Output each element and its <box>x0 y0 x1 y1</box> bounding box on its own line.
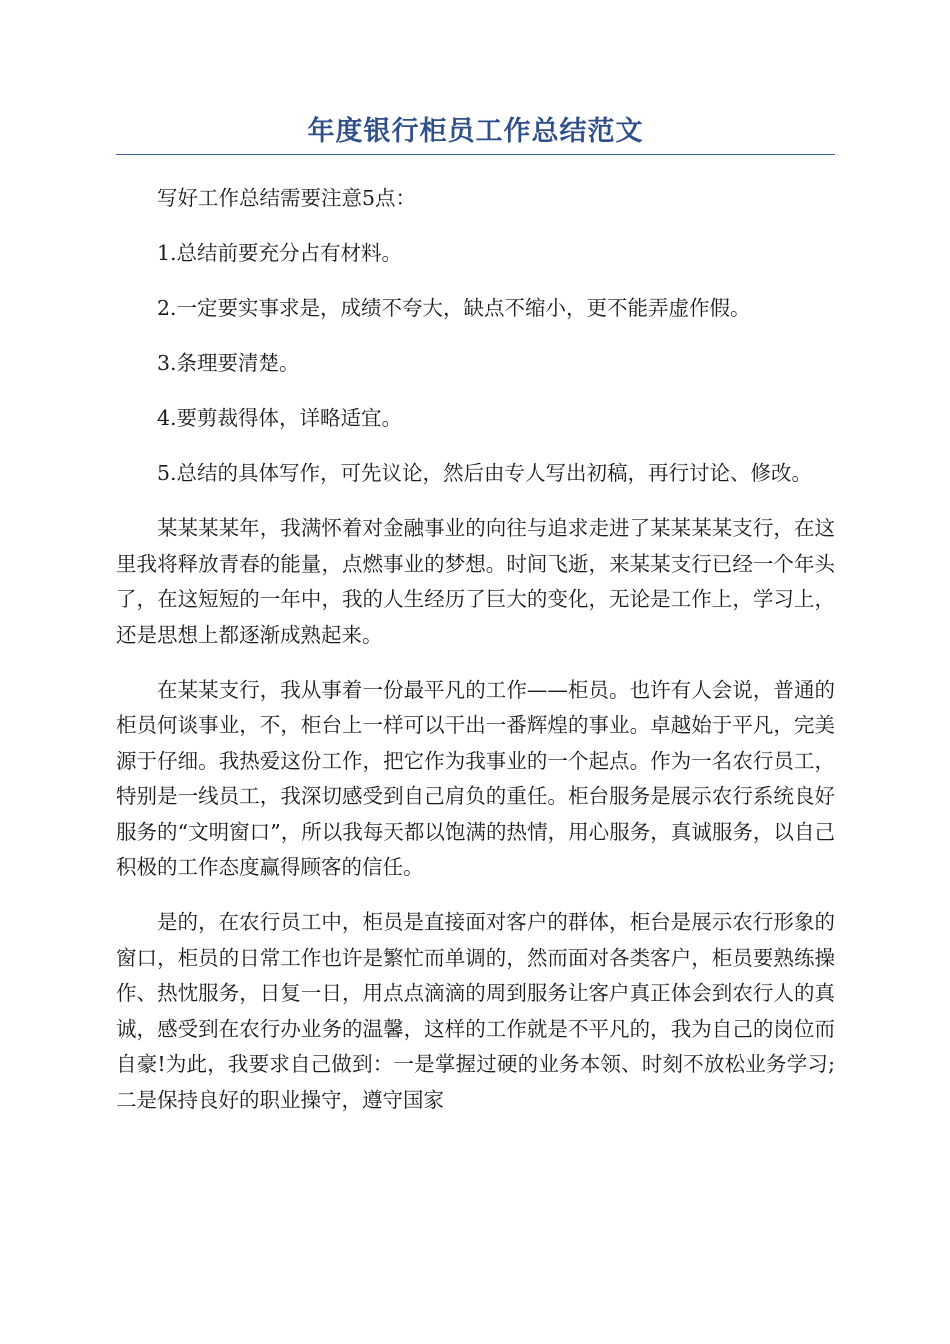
paragraph-body-3: 是的，在农行员工中，柜员是直接面对客户的群体，柜台是展示农行形象的窗口，柜员的日常工作也许是繁忙而单调的，然而面对各类客户，柜员要熟练操作、热忱服务，日复一日，用点点滴滴的周到服务让客户真正体会到农行人的真诚，感受到在农行办业务的温馨，这样的工作就是不平凡的，我为自己的岗位而自豪!为此，我要求自己做到：一是掌握过硬的业务本领、时刻不放松业务学习;二是保持良好的职业操守，遵守国家 <box>116 910 835 1112</box>
document-title: 年度银行柜员工作总结范文 <box>307 116 644 147</box>
paragraph-point-4: 4.要剪裁得体，详略适宜。 <box>157 406 403 430</box>
paragraph-point-3: 3.条理要清楚。 <box>157 351 300 375</box>
paragraph-intro: 写好工作总结需要注意5点： <box>157 186 417 210</box>
paragraph-body-2: 在某某支行，我从事着一份最平凡的工作——柜员。也许有人会说，普通的柜员何谈事业，不，柜台上一样可以干出一番辉煌的事业。卓越始于平凡，完美源于仔细。我热爱这份工作，把它作为我事业的一个起点。作为一名农行员工，特别是一线员工，我深切感受到自己肩负的重任。柜台服务是展示农行系统良好服务的“文明窗口”，所以我每天都以饱满的热情，用心服务，真诚服务，以自己积极的工作态度赢得顾客的信任。 <box>116 677 835 879</box>
paragraph-point-2: 2.一定要实事求是，成绩不夸大，缺点不缩小，更不能弄虚作假。 <box>157 296 751 320</box>
document-page <box>116 112 835 1138</box>
title-underline <box>116 154 835 155</box>
paragraph-point-1: 1.总结前要充分占有材料。 <box>157 241 403 265</box>
paragraph-point-5: 5.总结的具体写作，可先议论，然后由专人写出初稿，再行讨论、修改。 <box>157 461 813 485</box>
paragraph-body-1: 某某某某年，我满怀着对金融事业的向往与追求走进了某某某某支行，在这里我将释放青春的能量，点燃事业的梦想。时间飞逝，来某某支行已经一个年头了，在这短短的一年中，我的人生经历了巨大的变化，无论是工作上，学习上，还是思想上都逐渐成熟起来。 <box>116 516 835 647</box>
